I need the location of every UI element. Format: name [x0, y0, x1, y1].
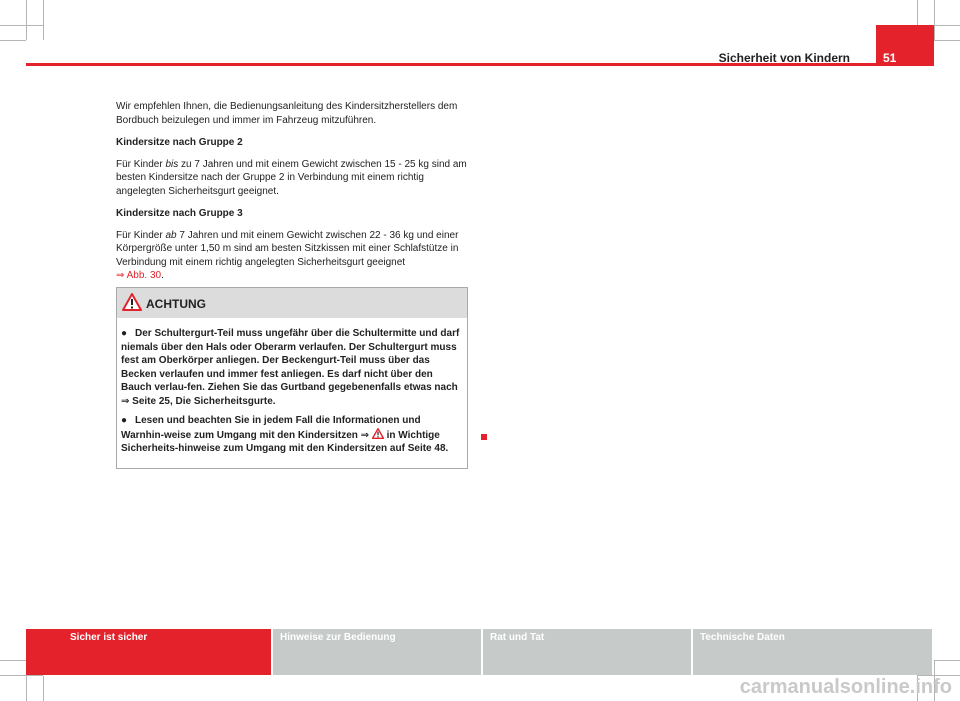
warning-body	[117, 318, 467, 468]
chapter-title: Sicherheit von Kindern	[718, 51, 850, 65]
inline-warning-icon	[372, 430, 384, 441]
crop-mark	[0, 40, 26, 41]
warning-box	[116, 287, 468, 469]
emphasis-bis: bis	[165, 158, 179, 170]
crop-mark	[43, 676, 44, 701]
crop-mark	[934, 40, 960, 41]
intro-paragraph: Wir empfehlen Ihnen, die Bedienungsanleitung des Kindersitzherstellers dem Bordbuch beizulegen und immer im Fahrzeug mitzuführen.	[116, 101, 458, 126]
crop-mark	[934, 660, 960, 661]
body-text	[116, 100, 471, 291]
warning-triangle-icon	[122, 293, 142, 316]
tab-hinweise-zur-bedienung[interactable]: Hinweise zur Bedienung	[273, 629, 481, 675]
group2-heading: Kindersitze nach Gruppe 2	[116, 136, 243, 148]
warning-header	[117, 288, 467, 318]
group3-heading: Kindersitze nach Gruppe 3	[116, 207, 243, 219]
crop-mark	[0, 660, 26, 661]
crop-mark	[0, 675, 43, 676]
tab-rat-und-tat[interactable]: Rat und Tat	[483, 629, 691, 675]
warning-item: ● Lesen und beachten Sie in jedem Fall die Informationen und Warnhin-weise zum Umgang mit den Kindersitzen ⇒ in Wichtige Sicherheits-hinweise zum Umgang mit den Kindersitzen auf Seite 48.	[121, 415, 449, 454]
tab-technische-daten[interactable]: Technische Daten	[693, 629, 932, 675]
section-end-marker	[481, 434, 487, 440]
crop-mark	[43, 0, 44, 40]
group2-paragraph: Für Kinder bis zu 7 Jahren und mit einem Gewicht zwischen 15 - 25 kg sind am besten Kindersitze nach der Gruppe 2 in Verbindung mit einem richtig angelegten Sicherheitsgurt geeignet.	[116, 158, 467, 197]
emphasis-ab: ab	[165, 229, 177, 241]
chapter-tabs	[26, 629, 934, 675]
crop-mark	[0, 25, 43, 26]
crop-mark	[934, 0, 935, 40]
figure-link[interactable]: ⇒ Abb. 30	[116, 270, 162, 281]
watermark: carmanualsonline.info	[739, 676, 952, 698]
crop-mark	[26, 0, 27, 40]
page-number: 51	[876, 25, 934, 66]
group3-paragraph: Für Kinder ab 7 Jahren und mit einem Gewicht zwischen 22 - 36 kg und einer Körpergröße unter 1,50 m sind am besten Sitzkissen mit einer Schlafstütze in Verbindung mit einem richtig angelegten Sicherheitsgurt geeignet ⇒ Abb. 30.	[116, 229, 459, 281]
bullet: ●	[121, 328, 128, 339]
tab-sicher-ist-sicher[interactable]: Sicher ist sicher	[26, 629, 271, 675]
warning-title: ACHTUNG	[146, 297, 206, 311]
warning-item: ● Der Schultergurt-Teil muss ungefähr über die Schultermitte und darf niemals über den Hals oder Oberarm verlaufen. Der Schultergurt muss fest am Oberkörper anliegen. Der Beckengurt-Teil muss über das Becken verlaufen und immer fest anliegen. Es darf nicht über den Bauch verlau-fen. Ziehen Sie das Gurtband gegebenenfalls etwas nach ⇒ Seite 25, Die Sicherheitsgurte.	[121, 328, 460, 407]
bullet: ●	[121, 415, 128, 426]
